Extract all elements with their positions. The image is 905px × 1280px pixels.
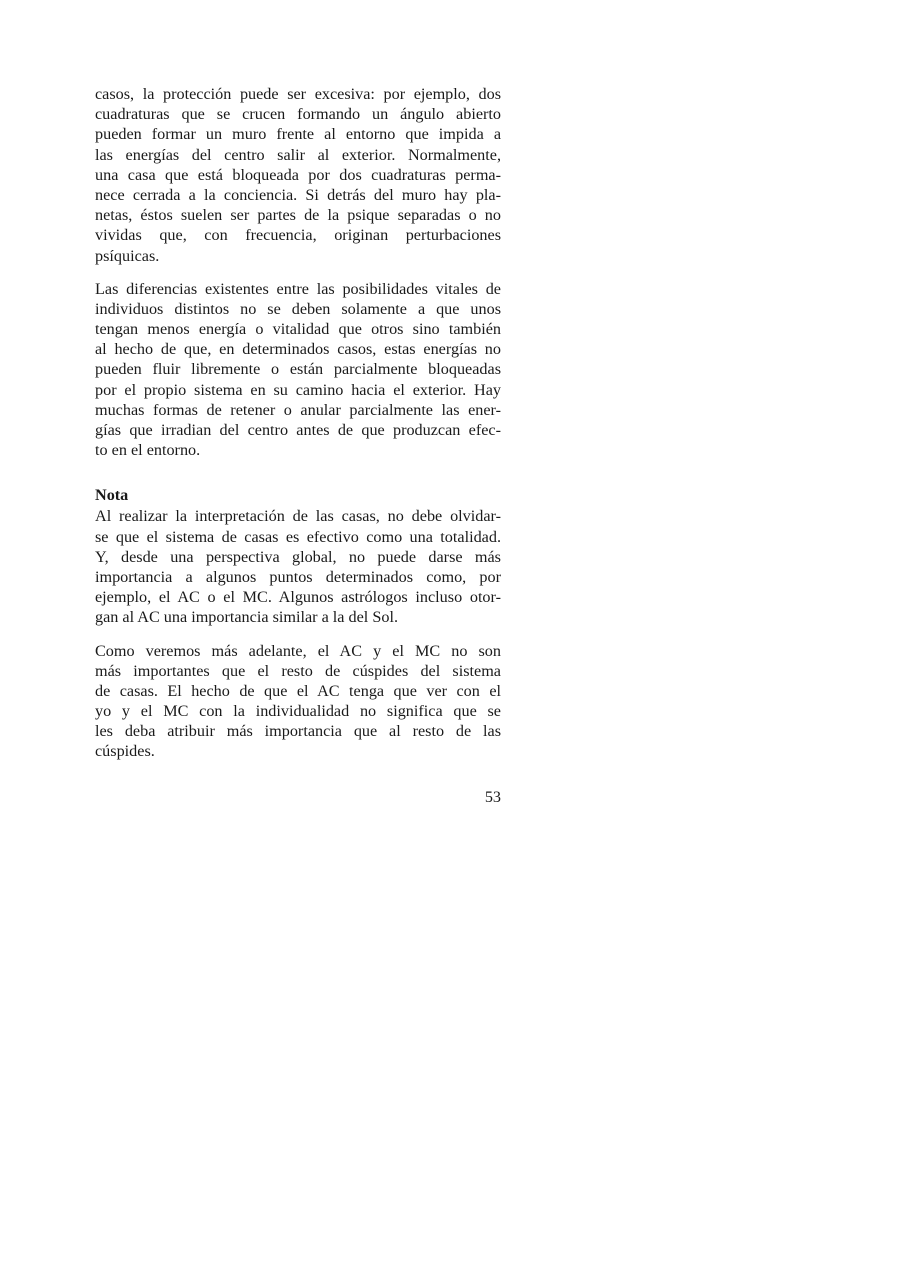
text-line: to en el entorno.: [95, 441, 201, 460]
text-line: psíquicas.: [95, 246, 160, 265]
paragraph-differences: [95, 279, 501, 461]
note-paragraph-1: [95, 506, 501, 627]
text-line: al hecho de que, en determinados casos, estas energías no: [95, 340, 501, 359]
text-line: Y, desde una perspectiva global, no puede darse más: [95, 547, 501, 566]
text-line: tengan menos energía o vitalidad que otros sino también: [95, 320, 501, 339]
text-line: les deba atribuir más importancia que al resto de las: [95, 722, 501, 741]
text-line: Al realizar la interpretación de las casas, no debe olvidar-: [95, 507, 501, 526]
text-line: Las diferencias existentes entre las posibilidades vitales de: [95, 279, 501, 298]
text-line: cuadraturas que se crucen formando un ángulo abierto: [95, 105, 501, 124]
paragraph-protection: [95, 84, 501, 266]
text-line: individuos distintos no se deben solamente a que unos: [95, 299, 501, 318]
text-line: yo y el MC con la individualidad no significa que se: [95, 702, 501, 721]
note-heading: Nota: [95, 486, 129, 505]
section-gap: [95, 460, 501, 485]
page-body: [95, 84, 501, 762]
text-line: se que el sistema de casas es efectivo como una totalidad.: [95, 527, 501, 546]
text-line: de casas. El hecho de que el AC tenga que ver con el: [95, 681, 501, 700]
text-line: las energías del centro salir al exterior. Normalmente,: [95, 145, 501, 164]
note-paragraph-2: [95, 641, 501, 762]
text-line: vividas que, con frecuencia, originan perturbaciones: [95, 226, 501, 245]
text-line: por el propio sistema en su camino hacia el exterior. Hay: [95, 380, 501, 399]
paragraph-gap: [95, 266, 501, 279]
text-line: más importantes que el resto de cúspides del sistema: [95, 661, 501, 680]
text-line: importancia a algunos puntos determinados como, por: [95, 567, 501, 586]
paragraph-gap: [95, 628, 501, 641]
text-line: ejemplo, el AC o el MC. Algunos astrólogos incluso otor-: [95, 588, 501, 607]
text-line: nece cerrada a la conciencia. Si detrás del muro hay pla-: [95, 185, 501, 204]
text-line: casos, la protección puede ser excesiva: por ejemplo, dos: [95, 85, 501, 103]
text-line: pueden fluir libremente o están parcialmente bloqueadas: [95, 360, 501, 379]
text-line: gan al AC una importancia similar a la del Sol.: [95, 608, 398, 627]
page-number: 53: [484, 788, 501, 806]
text-line: cúspides.: [95, 742, 155, 761]
text-line: netas, éstos suelen ser partes de la psique separadas o no: [95, 206, 501, 225]
text-line: muchas formas de retener o anular parcialmente las ener-: [95, 400, 501, 419]
text-line: Como veremos más adelante, el AC y el MC no son: [95, 641, 501, 660]
text-line: gías que irradian del centro antes de que produzcan efec-: [95, 421, 501, 439]
text-line: pueden formar un muro frente al entorno que impida a: [95, 125, 501, 144]
text-line: una casa que está bloqueada por dos cuadraturas perma-: [95, 165, 501, 184]
